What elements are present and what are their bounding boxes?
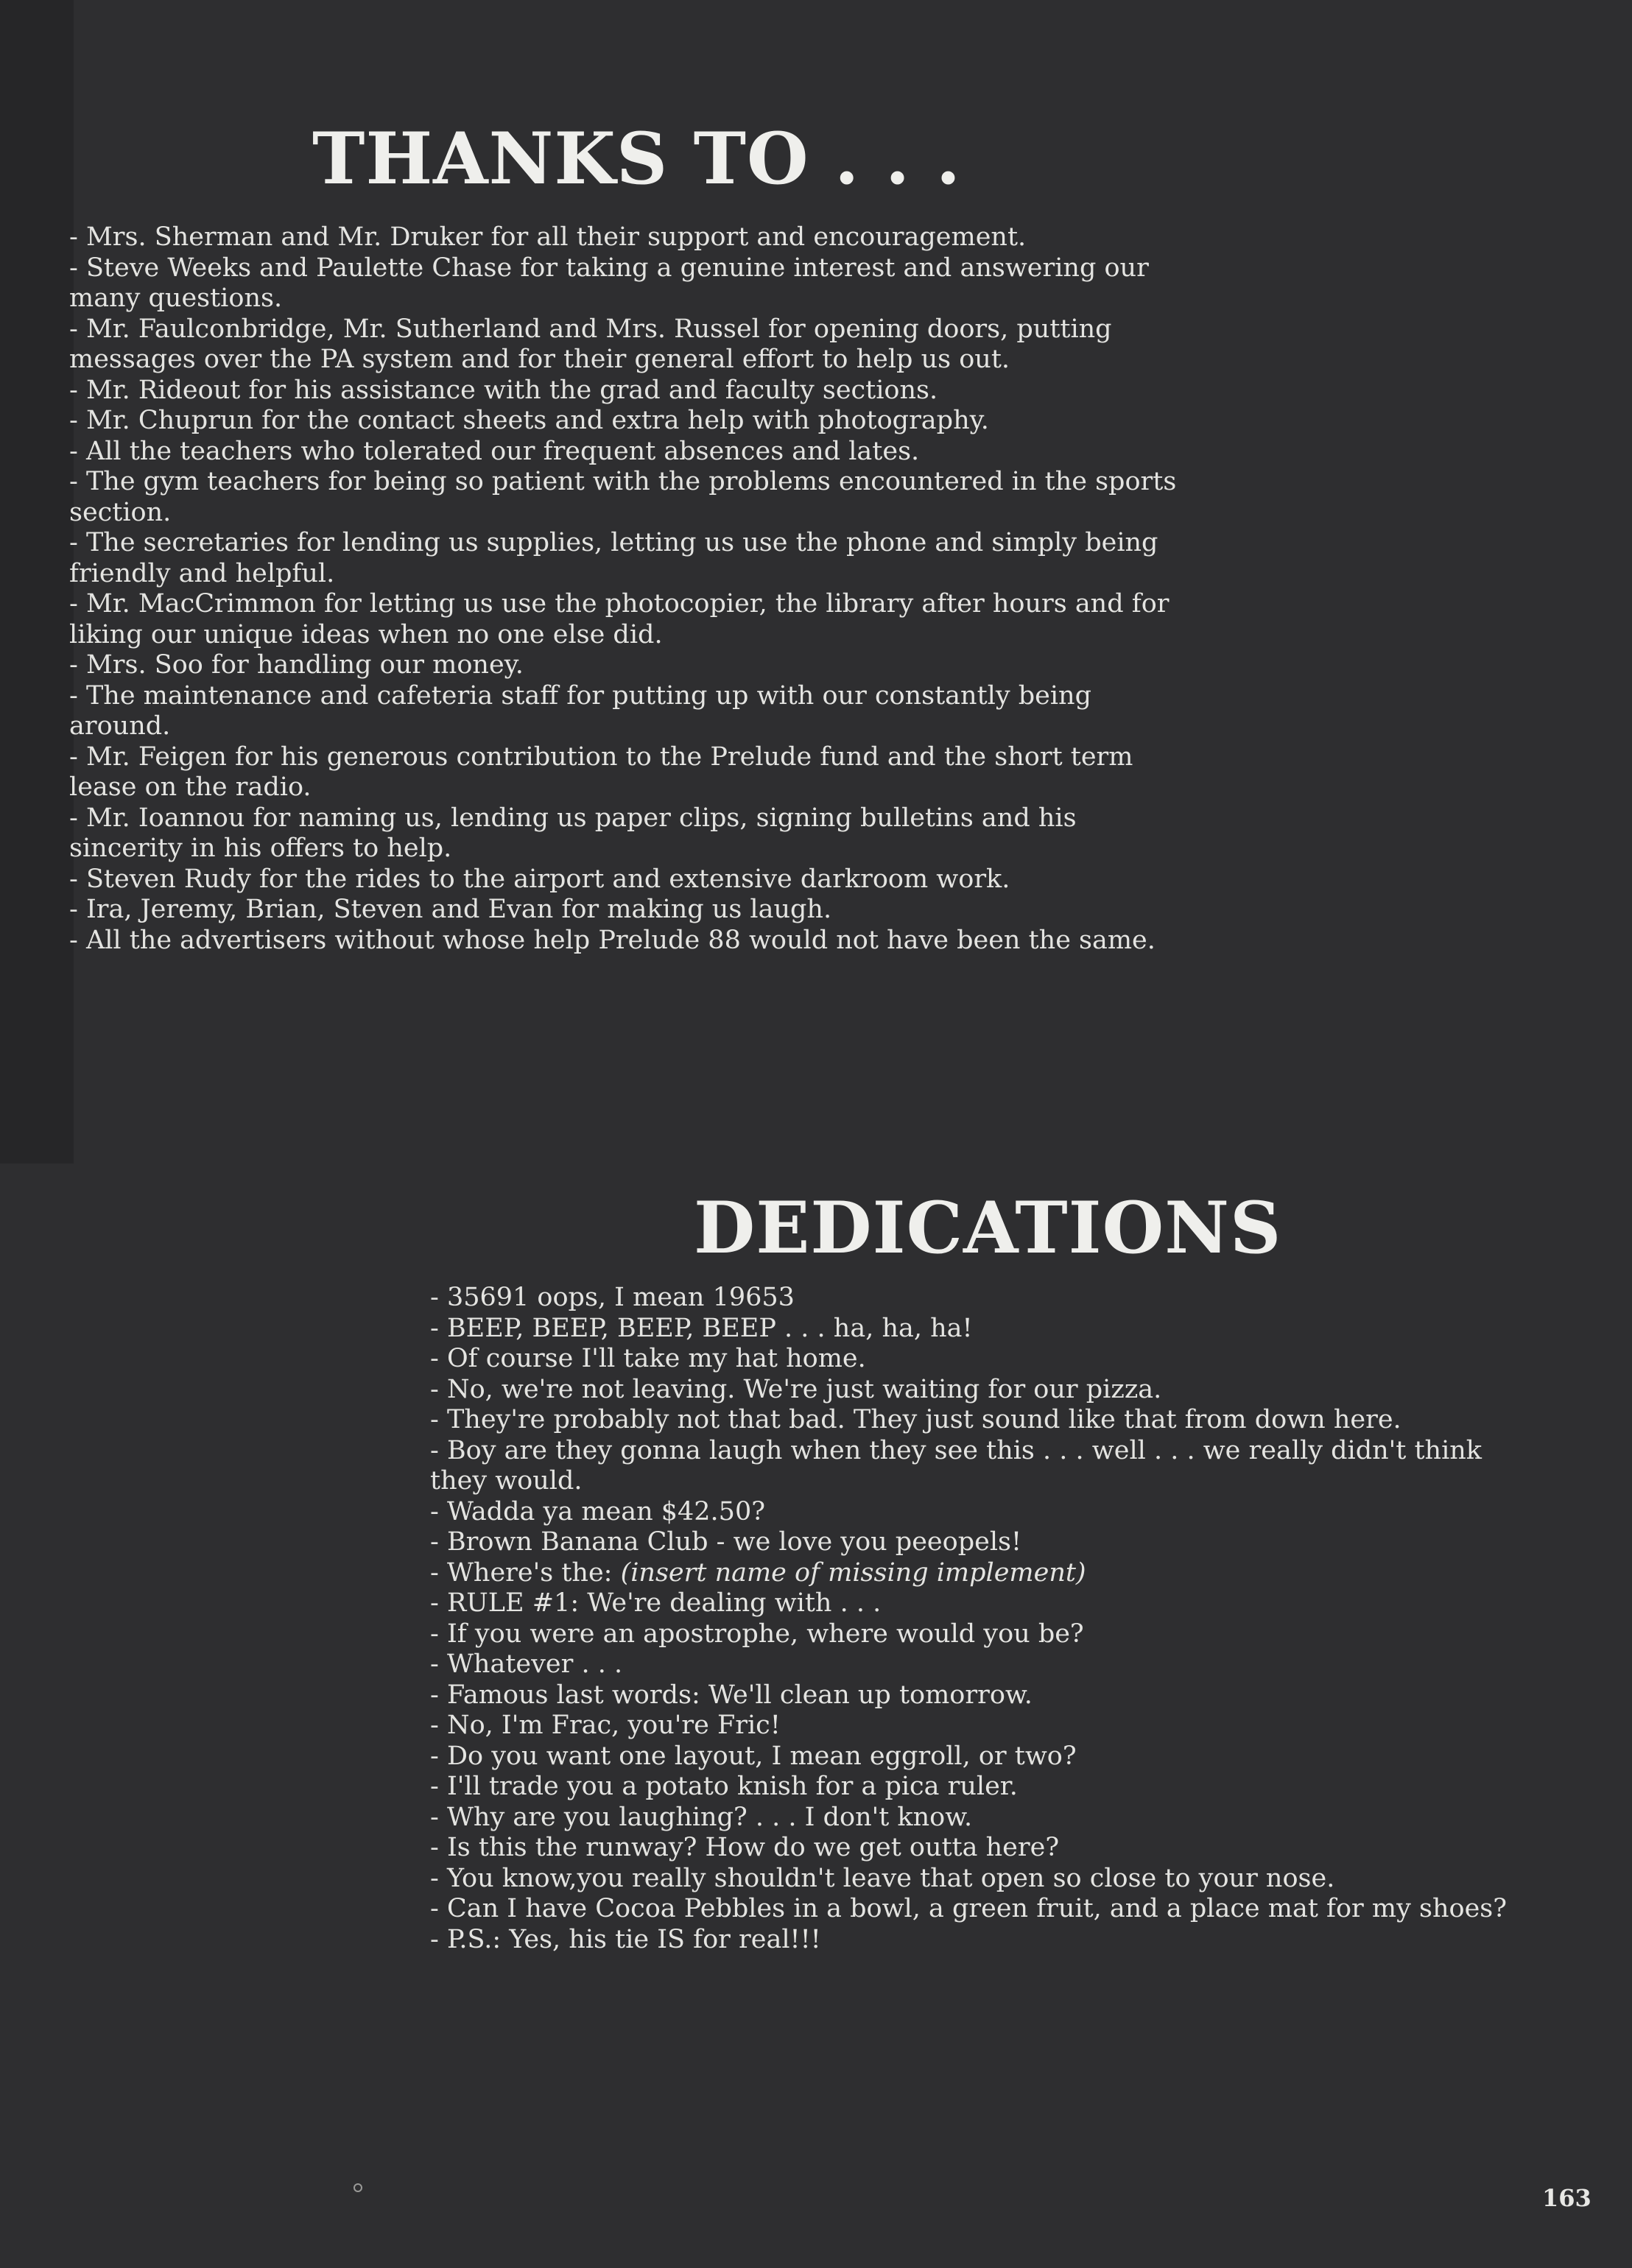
thanks-title: THANKS TO . . . — [312, 117, 962, 200]
list-item: - Why are you laughing? . . . I don't know. — [430, 1802, 973, 1832]
list-item: - They're probably not that bad. They just sound like that from down here. — [430, 1405, 1401, 1434]
list-item: - Is this the runway? How do we get outta here? — [430, 1833, 1060, 1862]
page-number: 163 — [1542, 2184, 1591, 2212]
list-item: - Mr. Feigen for his generous contribution to the Prelude fund and the short term lease on the radio. — [69, 742, 1133, 802]
list-item: - 35691 oops, I mean 19653 — [430, 1283, 795, 1312]
list-item: - Famous last words: We'll clean up tomorrow. — [430, 1680, 1033, 1710]
left-shaded-band — [0, 0, 74, 1163]
list-item-text: - Where's the: — [430, 1557, 621, 1588]
list-item: - Boy are they gonna laugh when they see this . . . well . . . we really didn't think they would. — [430, 1435, 1482, 1496]
list-item: - The secretaries for lending us supplies, letting us use the phone and simply being friendly and helpful. — [69, 528, 1158, 588]
list-item: - Mr. Rideout for his assistance with the grad and faculty sections. — [69, 375, 938, 405]
list-item: - The maintenance and cafeteria staff for putting up with our constantly being around. — [69, 680, 1092, 741]
list-item: - Can I have Cocoa Pebbles in a bowl, a green fruit, and a place mat for my shoes? — [430, 1894, 1508, 1923]
list-item: - No, I'm Frac, you're Fric! — [430, 1711, 781, 1740]
thanks-list — [69, 222, 1189, 956]
list-item: - The gym teachers for being so patient with the problems encountered in the sports section. — [69, 467, 1177, 527]
list-item: - Do you want one layout, I mean eggroll, or two? — [430, 1741, 1077, 1771]
list-item-with-italic — [430, 1558, 1535, 1589]
dedications-list — [430, 1283, 1535, 1955]
list-item: - If you were an apostrophe, where would you be? — [430, 1619, 1084, 1649]
list-item: - No, we're not leaving. We're just waiting for our pizza. — [430, 1374, 1162, 1404]
list-item: - Mrs. Sherman and Mr. Druker for all their support and encouragement. — [69, 222, 1027, 252]
list-item: - BEEP, BEEP, BEEP, BEEP . . . ha, ha, ha! — [430, 1313, 973, 1343]
list-item: - Steven Rudy for the rides to the airport and extensive darkroom work. — [69, 864, 1010, 894]
list-item: - Mr. Ioannou for naming us, lending us paper clips, signing bulletins and his sincerity in his offers to help. — [69, 803, 1077, 863]
list-item: - Steve Weeks and Paulette Chase for taking a genuine interest and answering our many questions. — [69, 253, 1149, 313]
list-item: - Brown Banana Club - we love you peeopels! — [430, 1527, 1022, 1557]
list-item: - Whatever . . . — [430, 1649, 623, 1679]
list-item: - You know,you really shouldn't leave that open so close to your nose. — [430, 1863, 1335, 1893]
italic-note: (insert name of missing implement) — [620, 1557, 1086, 1588]
dedications-title: DEDICATIONS — [694, 1186, 1282, 1269]
list-item: - I'll trade you a potato knish for a pica ruler. — [430, 1772, 1018, 1801]
print-speck — [354, 2183, 362, 2192]
list-item: - Mr. Faulconbridge, Mr. Sutherland and Mrs. Russel for opening doors, putting messages over the PA system and for their general effort to help us out. — [69, 314, 1112, 374]
list-item: - Mr. Chuprun for the contact sheets and extra help with photography. — [69, 406, 989, 435]
list-item: - Mr. MacCrimmon for letting us use the photocopier, the library after hours and for liking our unique ideas when no one else did. — [69, 589, 1170, 649]
list-item: - All the advertisers without whose help Prelude 88 would not have been the same. — [69, 925, 1156, 955]
list-item: - RULE #1: We're dealing with . . . — [430, 1588, 882, 1618]
list-item: - Wadda ya mean $42.50? — [430, 1496, 765, 1526]
list-item: - Mrs. Soo for handling our money. — [69, 650, 524, 680]
list-item: - Of course I'll take my hat home. — [430, 1344, 866, 1373]
list-item: - All the teachers who tolerated our frequent absences and lates. — [69, 436, 920, 466]
list-item: - P.S.: Yes, his tie IS for real!!! — [430, 1924, 821, 1954]
list-item: - Ira, Jeremy, Brian, Steven and Evan for making us laugh. — [69, 895, 832, 924]
